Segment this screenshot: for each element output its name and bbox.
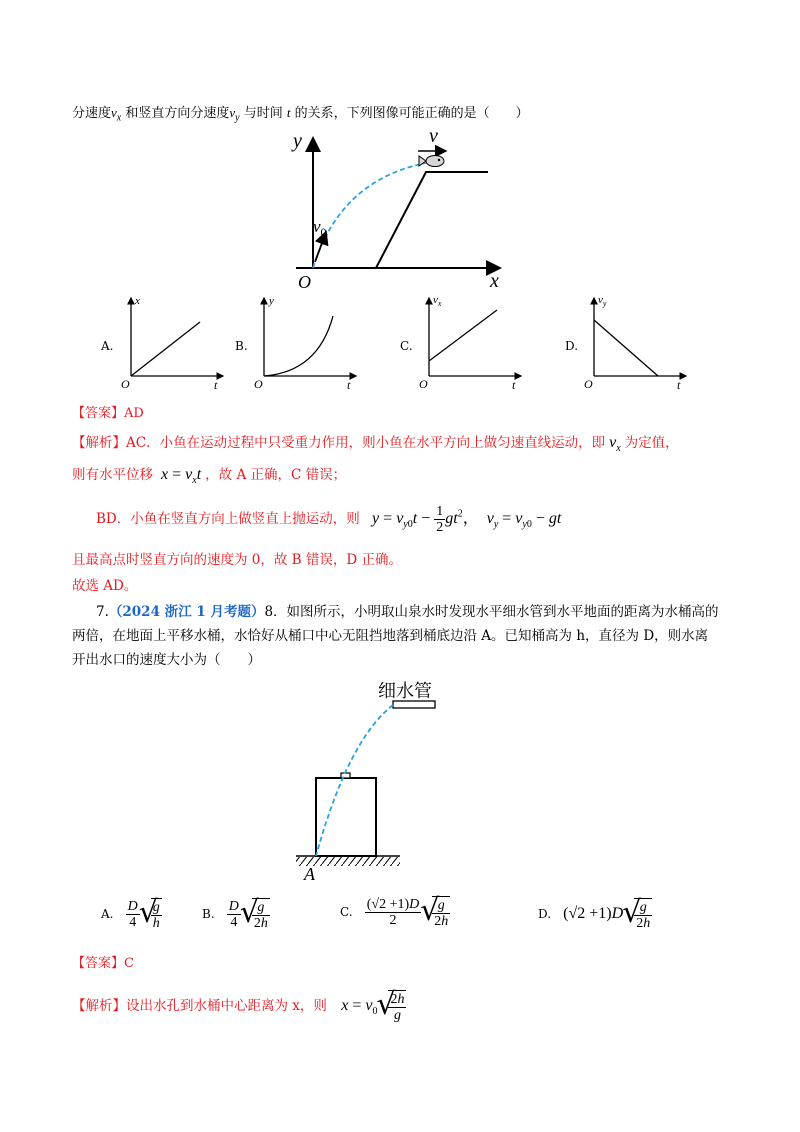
q7-option-c: C. $\frac{(√2 +1)D}{2}$ √ $\frac{g}{2h}$ xyxy=(340,896,450,929)
fig1-y-label: y xyxy=(293,130,302,152)
question-7-line1: 7.（2024 浙江 1 月考题）8．如图所示，小明取山泉水时发现水平细水管到水平地面的距离为水桶高的 xyxy=(96,604,719,620)
answer-2: 【答案】C xyxy=(72,956,134,971)
point-a-label: A xyxy=(304,864,315,884)
q7-option-a: A. $\frac{D}{4}$ √ $\frac{g}{h}$ xyxy=(101,898,162,931)
analysis-1-line5: 故选 AD。 xyxy=(72,578,138,594)
svg-text:t: t xyxy=(677,378,681,392)
question-7-line2: 两倍，在地面上平移水桶，水恰好从桶口中心无阻挡地落到桶底边沿 A。已知桶高为 h，直径为 D，则水离 xyxy=(72,628,709,644)
svg-text:t: t xyxy=(347,378,351,392)
analysis-2: 【解析】设出水孔到水桶中心距离为 x，则 $x = v_0$ √ $\frac{2h}{g}$ xyxy=(72,990,406,1023)
option-a-label: A. xyxy=(101,339,114,353)
option-c-label: C. xyxy=(400,339,413,353)
analysis-1-line1: 【解析】AC．小鱼在运动过程中只受重力作用，则小鱼在水平方向上做匀速直线运动，即 $v_x$ 为定值， xyxy=(72,434,679,455)
svg-text:O: O xyxy=(254,377,263,391)
question-7-line3: 开出水口的速度大小为（ ） xyxy=(72,652,261,668)
answer-1: 【答案】AD xyxy=(72,406,144,421)
q7-option-b: B. $\frac{D}{4}$ √ $\frac{g}{2h}$ xyxy=(202,898,270,931)
analysis-1-line3: BD．小鱼在竖直方向上做竖直上抛运动，则 $y = v_{y0}t$ − $\frac{1}{2}$ $gt^2$， $v_y = v_{y0}$ − gt xyxy=(96,504,562,535)
svg-text:t: t xyxy=(214,378,218,392)
analysis-1-line2: 则有水平位移 $x = v_xt$ ，故 A 正确，C 错误； xyxy=(72,466,347,487)
intro-line: 分速度$v_x$ 和竖直方向分速度$v_y$ 与时间 t 的关系，下列图像可能正确的是（ ） xyxy=(72,105,529,124)
svg-text:O: O xyxy=(419,377,428,391)
svg-text:O: O xyxy=(121,377,130,391)
water-trajectory xyxy=(316,705,393,856)
fig1-v0-label: $v_0$ xyxy=(313,217,327,239)
pipe-label: 细水管 xyxy=(378,681,432,701)
fig1-origin-label: O xyxy=(298,272,311,292)
water-pipe xyxy=(393,701,435,708)
svg-text:y: y xyxy=(269,295,274,307)
q7-option-d: D. (√2 +1)D √ $\frac{g}{2h}$ xyxy=(538,898,652,931)
fig1-x-label: x xyxy=(490,270,499,292)
svg-text:O: O xyxy=(584,377,593,391)
option-d-label: D. xyxy=(565,339,579,353)
analysis-1-line4: 且最高点时竖直方向的速度为 0，故 B 错误，D 正确。 xyxy=(72,552,402,568)
svg-text:x: x xyxy=(135,295,140,307)
option-b-label: B. xyxy=(235,339,248,353)
fig1-v-label: v xyxy=(429,125,438,147)
bucket xyxy=(316,778,376,856)
svg-text:t: t xyxy=(512,378,516,392)
svg-text:vy: $v_y$ xyxy=(598,294,607,308)
svg-text:vx: $v_x$ xyxy=(433,294,442,308)
